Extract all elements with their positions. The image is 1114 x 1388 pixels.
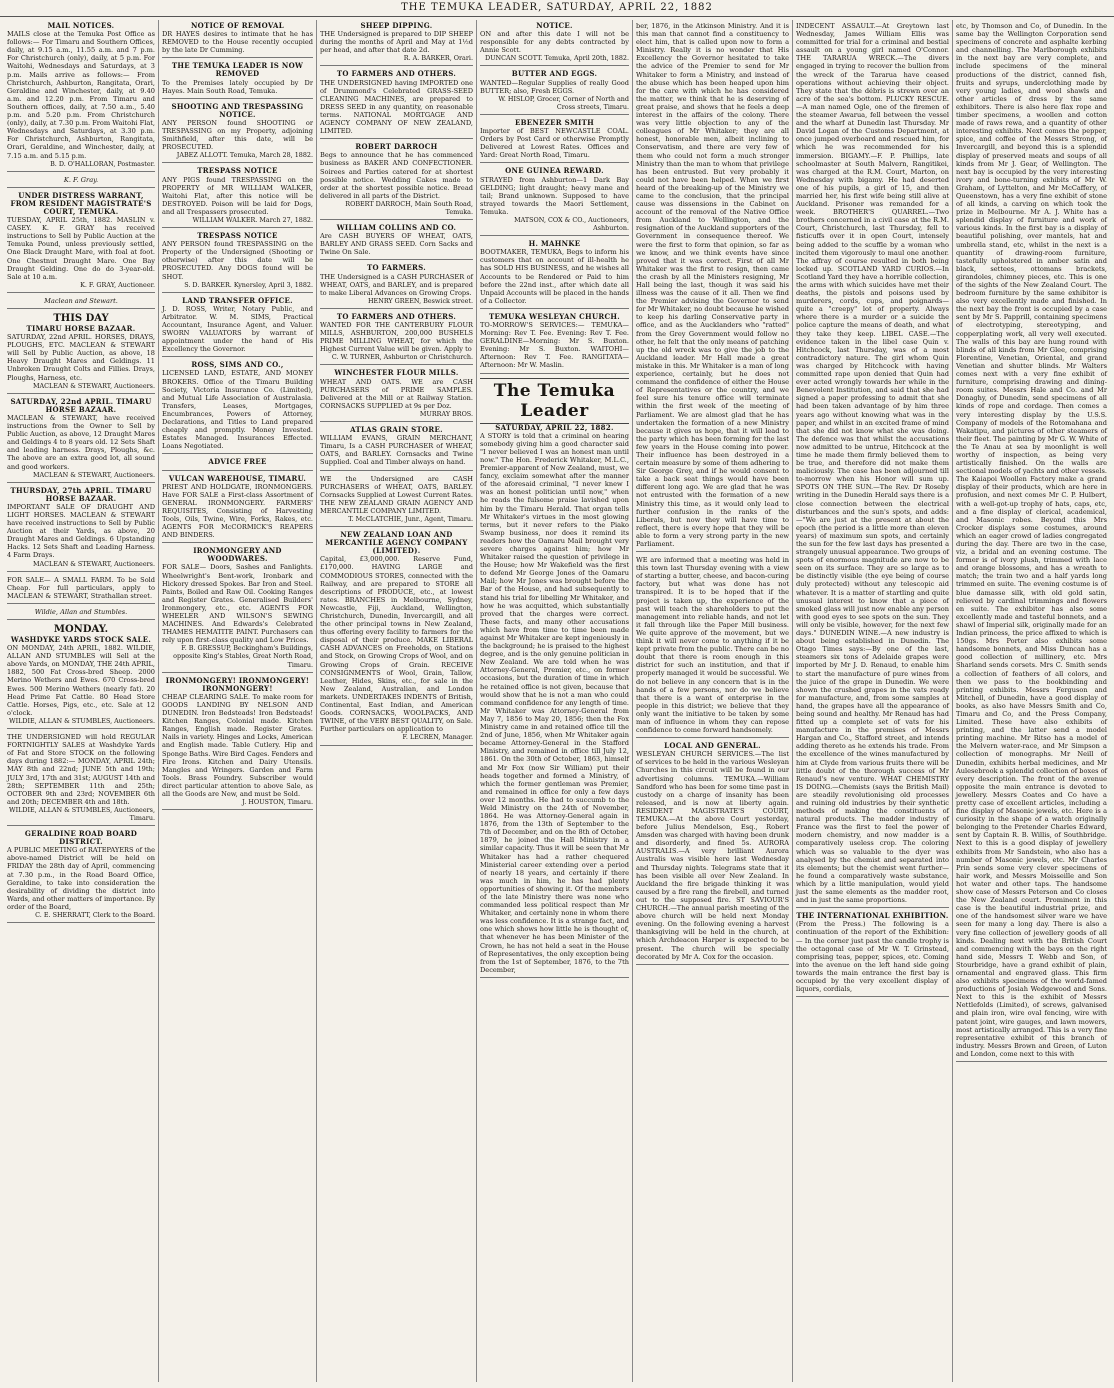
- article-text: To the Premises lately occupied by Dr Hayes. Main South Road, Temuka.: [162, 78, 313, 95]
- auctioneer-heading: Wildie, Allan and Stumbles.: [34, 607, 128, 616]
- signature: F. LECREN, Manager.: [402, 733, 473, 742]
- article-text: Begs to announce that he has commenced business as BAKER AND CONFECTIONER. Soirees and Parties catered for at shortest possible notice. Wedding Cakes made to order at the shortest possible notice. Bread delivered in all parts of the District.: [320, 151, 473, 200]
- headline: IRONMONGERY! IRONMONGERY! IRONMONGERY!: [165, 675, 310, 693]
- article-block: [636, 740, 789, 965]
- article-block: [7, 311, 155, 394]
- column-4: [476, 20, 632, 1382]
- article-block: [7, 828, 155, 923]
- article-block: [320, 311, 473, 366]
- article-text: IMPORTANT SALE OF DRAUGHT AND LIGHT HORSES. MACLEAN & STEWART have received instructions to Sell by Public Auction at their Yards, as above, 20 Draught Mares and Geldings. 6 Upstanding Hacks. 12 Sets Shaft and Leading Harness. 4 Farm Drays.: [7, 502, 155, 560]
- headline: UNDER DISTRESS WARRANT, FROM RESIDENT MAGISTRATE'S COURT, TEMUKA.: [10, 190, 152, 216]
- article-text: STRAYED from Ashburton—1 Dark Bay GELDING; light draught; heavy mane and tail; Brand unknown. Supposed to have strayed towards the Maori Settlement, Temuka.: [480, 175, 629, 216]
- headline: BUTTER AND EGGS.: [511, 69, 598, 79]
- article-text: THE UNDERSIGNED will hold REGULAR FORTNIGHTLY SALES at Washdyke Yards of Fat and Store STOCK on the following days during 1882:— MONDAY, APRIL 24th; MAY 8th and 22nd; JUNE 5th and 19th; JULY 3rd, 17th and 31st; AUGUST 14th and 28th; SEPTEMBER 11th and 25th; OCTOBER 9th and 23rd; NOVEMBER 6th and 20th; DECEMBER 4th and 18th.: [7, 733, 155, 806]
- article-text: Importer of BEST NEWCASTLE COAL. Orders by Post Card or otherwise Promptly Delivered at Lowest Rates. Offices and Yard: Great North Road, Timaru.: [480, 127, 629, 160]
- article-text: WILLIAM EVANS, GRAIN MERCHANT, Timaru, Is a CASH PURCHASER of WHEAT, OATS, and BARLEY. Cornsacks and Twine Supplied. Coal and Timber always on hand.: [320, 434, 473, 467]
- article-block: [162, 359, 313, 454]
- article-text: (From the Press.) The following is a continuation of the report of the Exhibition:— In the corner just past the candle trophy is the octagonal case of Mr W. T. Grinstead, comprising teas, pepper, spices, etc. Coming into the avenue on the left hand side going towards the main entrance the first bay is occupied by the very excellent display of liquors, cordials,: [796, 920, 949, 994]
- article-block: [796, 20, 949, 908]
- article-block: [162, 165, 313, 228]
- article-block: [320, 68, 473, 139]
- signature: C. W. TURNER, Ashburton or Christchurch.: [331, 353, 473, 362]
- article-text: WE are informed that a meeting was held in this town last Thursday evening with a view of starting a butter, cheese, and bacon-curing factory, but what was done has not transpired. It is to be hoped that if the project is taken up, the experience of the past will teach the shareholders to put the management into reliable hands, and not let it fall through like the Paper Mill business. We quite approve of the movement, but we think it will never come to anything if it be kept private from the public. There can be no doubt that there is room enough in this district for such an institution, and that if properly managed it would be successful. We do not believe in any concern that is in the hands of a few persons, nor do we believe that there is a want of enterprise in the people in this district; we believe that they only want the initiative to be taken by some man of influence in whom they can repose confidence to come forward handsomely.: [636, 556, 789, 735]
- signature: MATSON, COX & CO., Auctioneers, Ashburton.: [514, 215, 629, 233]
- article-text: DR HAYES desires to intimate that he has REMOVED to the House recently occupied by the late Dr Cumming.: [162, 30, 313, 55]
- article-text: BOOTMAKER, TEMUKA, Begs to inform his customers that on account of ill-health he has SOLD HIS BUSINESS, and he wishes all Accounts to be Rendered or Paid to him before the 22nd inst., after which date all Unpaid Accounts will be placed in the hands of a Collector.: [480, 248, 629, 305]
- article-block: [480, 238, 629, 309]
- article-text: Capital, £3,000,000. Reserve Fund, £170,000. HAVING LARGE and COMMODIOUS STORES, connected with the Railway, and are prepared to STORE all descriptions of PRODUCE, etc., at lowest rates. BRANCHES in Melbourne, Sydney, Newcastle, Fiji, Auckland, Wellington, Christchurch, Dunedin, Invercargill, and all the other principal towns in New Zealand, thus offering every facility to farmers for the disposal of their produce. MAKE LIBERAL CASH ADVANCES on Freeholds, on Stations and Stock, on Growing Crops of Wool, and on Growing Crops of Grain. RECEIVE CONSIGNMENTS of Wool, Grain, Tallow, Leather, Hides, Skins, etc., for sale in the New Zealand, Australian, and London markets. UNDERTAKES INDENTS of British, Continental, East Indian, and American Goods. CORNSACKS, WOOLPACKS, AND TWINE, of the VERY BEST QUALITY, on Sale. Further particulars on application to: [320, 555, 473, 734]
- signature: MACLEAN & STEWART, Auctioneers.: [33, 381, 155, 390]
- article-text: ON MONDAY, 24th APRIL, 1882. WILDIE, ALLAN AND STUMBLES will Sell at the above Yards, on MONDAY, THE 24th APRIL, 1882, 500 Fat Cross-bred Sheep. 2000 Merino Wethers and Ewes. 670 Cross-bred Ewes. 500 Merino Wethers (nearly fat). 20 Head Prime Fat Cattle. 80 Head Store Cattle. Horses, Pigs, etc., etc. Sale at 12 o'clock.: [7, 644, 155, 717]
- headline: NOTICE.: [536, 21, 573, 30]
- article-text: ANY PIGS found TRESPASSING on the PROPERTY of MR WILLIAM WALKER, Waitohi Flat, after this notice will be DESTROYED. Poison will be laid for Dogs, and all Trespassers prosecuted.: [162, 175, 313, 216]
- article-block: [162, 20, 313, 58]
- article-text: THE Undersigned is prepared to DIP SHEEP during the months of April and May at 1½d per head, and after that date 2d.: [320, 30, 473, 55]
- column-7: [952, 20, 1110, 1382]
- article-block: [320, 367, 473, 422]
- headline: NOTICE OF REMOVAL: [190, 21, 285, 30]
- article-text: Are CASH BUYERS OF WHEAT, OATS, BARLEY AND GRASS SEED. Corn Sacks and Twine On Sale.: [320, 232, 473, 257]
- article-text: PRIEST AND HOLDGATE, IRONMONGERS. Have FOR SALE a First-class Assortment of GENERAL IRONMONGERY. FARMERS' REQUISITES, Consisting of Harvesting Tools, Oils, Twine, Wire, Forks, Rakes, etc. AGENTS FOR McCORMICK'S REAPERS AND BINDERS.: [162, 482, 313, 540]
- signature: WILDIE, ALLAN & STUMBLES, Auctioneers.: [9, 716, 155, 725]
- article-block: [7, 295, 155, 309]
- headline: MAIL NOTICES.: [47, 21, 115, 30]
- signature: C. E. SHERRATT, Clerk to the Board.: [35, 911, 155, 919]
- headline: ATLAS GRAIN STORE.: [350, 425, 443, 435]
- auctioneer-heading: K. F. Gray.: [63, 175, 99, 184]
- headline: EBENEZER SMITH: [514, 117, 595, 127]
- headline: TO FARMERS AND OTHERS.: [336, 311, 457, 321]
- article-block: [162, 230, 313, 293]
- headline: SATURDAY, 22nd APRIL. TIMARU HORSE BAZAAR.: [10, 396, 152, 414]
- signature: MURRAY BROS.: [419, 409, 473, 418]
- signature: W. HISLOP, Grocer, Corner of North and Cross streets, Timaru.: [498, 94, 629, 111]
- column-3: [316, 20, 476, 1382]
- article-text: THE UNDERSIGNED having IMPORTED one of Drummond's Celebrated GRASS-SEED CLEANING MACHINES, are prepared to DRESS SEED in any quantity, on reasonable terms. NATIONAL MORTGAGE AND AGENCY COMPANY OF NEW ZEALAND, LIMITED.: [320, 78, 473, 136]
- headline: GERALDINE ROAD BOARD DISTRICT.: [24, 829, 138, 847]
- article-block: [320, 20, 473, 66]
- article-block: [162, 473, 313, 544]
- signature: MACLEAN & STEWART, Auctioneers.: [33, 559, 155, 568]
- newspaper-nameplate: The Temuka Leader: [480, 378, 629, 424]
- article-text: J. D. ROSS, Writer, Notary Public, and Arbitrator. W. M. SIMS, Practical Accountant, Insurance Agent, and Valuer. SWORN VALUATORS by warrant of appointment under the hand of His Excellency the Governor.: [162, 304, 313, 354]
- article-text: MAILS close at the Temuka Post Office as follows:— For Timaru and Southern Offices, daily, at 9.15 a.m., 11.55 a.m. and 7 p.m. For Christchurch (only), daily, at 5 p.m. For Waitohi, Wednesdays and Saturdays, at 3 p.m. Mails arrive as follows:— From Christchurch, Ashburton, Rangitata, Orari, Geraldine and Winchester, daily, at 9.40 a.m. and 12.20 p.m. From Timaru and Southern offices, daily, at 7.50 a.m., 5.40 p.m. and 5.20 p.m. From Christchurch (only), daily, at 7.30 p.m. From Waitohi Flat, Wednesdays and Saturdays, at 3.30 p.m. For Christchurch, Ashburton, Rangitata, Orari, Geraldine, and Winchester, daily, at 7.15 a.m. and 5.15 p.m.: [7, 30, 155, 160]
- headline: SHEEP DIPPING.: [360, 21, 433, 30]
- article-text: LICENSED LAND, ESTATE, AND MONEY BROKERS. Office of the Timaru Building Society, Victoria Insurance Co. (Limited), and Mutual Life Association of Australasia. Transfers, Leases, Mortgages, Encumbrances, Powers of Attorney, Declarations, and Titles to Land prepared cheaply and promptly. Money Invested. Estates Managed. Insurances Effected. Loans Negotiated.: [162, 369, 313, 451]
- article-block: [7, 485, 155, 572]
- headline: ROBERT DARROCH: [355, 142, 438, 152]
- article-block: [320, 424, 473, 470]
- article-block: [480, 117, 629, 163]
- headline-large: THIS DAY: [53, 313, 109, 324]
- article-text: TO-MORROW'S SERVICES:— TEMUKA—Morning: Rev T. Fee. Evening: Rev T. Fee. GERALDINE—Morning: Mr S. Buxton. Evening: Mr S. Buxton. WAITOHI—Afternoon: Rev T. Fee. RANGITATA—Afternoon: Mr W. Maslin.: [480, 321, 629, 370]
- article-block: [636, 554, 789, 738]
- headline: ONE GUINEA REWARD.: [505, 166, 604, 176]
- column-2: [158, 20, 316, 1382]
- article-text: ANY PERSON found TRESPASSING on the Property of the Undersigned (Shooting or otherwise) after this date will be PROSECUTED. Any DOGS found will be SHOT.: [162, 240, 313, 281]
- masthead: THE TEMUKA LEADER, SATURDAY, APRIL 22, 1882: [0, 0, 1114, 17]
- headline: THE INTERNATIONAL EXHIBITION.: [796, 911, 949, 921]
- article-text: ON and after this date I will not be responsible for any debts contracted by Annie Scott.: [480, 30, 629, 55]
- article-block: [7, 20, 155, 172]
- article-block: [796, 910, 949, 997]
- article-text: CHEAP CLEARING SALE. To make room for GOODS LANDING BY NELSON AND DUNEDIN. Iron Bedsteads! Iron Bedsteads! Kitchen Ranges, Colonial made. Kitchen Ranges, English made. Register Grates. Nails in variety. Hinges and Locks, American and English made. Table Cutlery. Hip and Sponge Baths. Wire Bird Cages. Fenders and Fire Irons. Kitchen and Dairy Utensils. Mangles and Wringers. Garden and Farm Tools. Brass Foundry. Subscriber would direct particular attention to above Sale, as all the Goods are New, and must be Sold.: [162, 692, 313, 798]
- article-block: [480, 165, 629, 236]
- article-block: [480, 311, 629, 374]
- headline: SHOOTING AND TRESPASSING NOTICE.: [171, 101, 304, 119]
- headline: WILLIAM COLLINS AND CO.: [336, 223, 457, 233]
- signature: HENRY GREEN, Beswick street.: [367, 296, 473, 305]
- article-block: [956, 20, 1107, 1062]
- signature: JABEZ ALLOTT. Temuka, March 28, 1882.: [176, 151, 313, 160]
- signature: F. B. GRESSUP, Beckingham's Buildings, opposite King's Stables, Great North Road, Timaru.: [173, 644, 313, 669]
- article-text: WE the Undersigned are CASH PURCHASERS of WHEAT, OATS, BARLEY. Cornsacks Supplied at Lowest Current Rates. THE NEW ZEALAND GRAIN AGENCY AND MERCANTILE COMPANY LIMITED.: [320, 474, 473, 515]
- headline: LOCAL AND GENERAL.: [664, 741, 761, 751]
- article-text: WESLEYAN CHURCH SERVICES.—The list of services to be held in the various Wesleyan Churches in this circuit will be found in our advertising columns. TEMUKA.—William Sandford who has been for some time past in custody on a charge of insanity has been released, and is now at liberty again. RESIDENT MAGISTRATE'S COURT, TEMUKA.—At the above Court yesterday, before Julius Mendelson, Esq., Robert Amsden was charged with having been drunk and disorderly, and fined 5s. AURORA AUSTRALIS.—A very brilliant Aurora Australis was visible here last Wednesday and Thursday nights. Telegrams state that it has been visible all over New Zealand. In Auckland the fire brigade thinking it was caused by a fire rang the firebell, and turned out to the supposed fire. ST SAVIOUR'S CHURCH.—The annual parish meeting of the above church will be held next Monday evening. On the following evening a harvest thanksgiving will be held in the church, at which Archdeacon Harper is expected to be present. The church will be specially decorated by Mr A. Cox for the occasion.: [636, 750, 789, 961]
- headline: TEMUKA WESLEYAN CHURCH.: [488, 311, 621, 321]
- article-block: [7, 396, 155, 483]
- signature: J. HOUSTON, Timaru.: [242, 798, 313, 807]
- article-text: THE Undersigned is a CASH PURCHASER of WHEAT, OATS, and BARLEY, and is prepared to make Liberal Advances on Growing Crops.: [320, 272, 473, 297]
- article-text: etc, by Thomson and Co, of Dunedin. In the same bay the Wellington Corporation send specimens of concrete and asphalte kerbing and channelling. The Marlborough exhibits in the next bay are very complete, and include specimens of the mineral productions of the district, canned fish, fruits and syrups, underclothing made by very young ladies, and wool shawls and other articles of dress by the same exhibitors. There is also here flax rope and timber specimens, a woollen and cotton made of raws rewa, and a quantity of other interesting exhibits. Next comes the pepper, spice, and coffee of the Messrs Strong, of Invercargill, and beyond this is a splendid display of preserved meats and soups of all kinds from Mr J. Gear, of Wellington. The next bay is occupied by the very interesting ivory and bone-turning exhibits of Mr W. Graham, of Lyttelton, and Mr McCaffery, of Queenstown, has a very fine exhibit of stone of all kinds, a carving on which took the prize in Melbourne. Mr A. J. White has a splendid display of furniture and work of various kinds. In the first bay is a display of beautiful polishing, over mantels, hat and umbrella stand, etc, whilst in the next is a quantity of drawing-room furniture, tastefully upholstered in amber satin and black, settees, ottomans brackets, girandoles, chimney pieces, etc. This is one of the sights of the New Zealand Court. The bedroom furniture by the same exhibitor is also very excellently made and finished. In the next bay the front is occupied by a case sent by Mr S. Papprill, containing specimens of electrotyping, stereotyping, and copperplating work, all very well executed. The walls of this bay are hung round with blinds of all kinds from Mr Glee, comprising Florentine, Venetian, Oriental, and grand Venetian and shutter blinds. Mr Walters comes next with a very fine exhibit of furniture, comprising drawing and dining-room suites. Messrs Hale and Co. and Mr Donaghy, of Dunedin, send specimens of all kinds of rope and cordage. Then comes a very interesting display by the U.S.S. Company of models of the Rotomahana and Wakatipu, and pictures of other steamers of their fleet. The painting by Mr G. W. White of the Te Anau at sea by moonlight is well worthy of inspection, as being very artistically finished. On the walls are sectional models of yachts and other vessels. The Kaiapoi Woollen Factory make a grand display of their products, which are here in profusion, and next comes Mr C. P. Hulbert, with a well-got-up trophy of hats, caps, etc, and a fine display of clerical, academical, and Masonic robes. Beyond this Mrs Crocker displays some costumes, around which an eager crowd of ladies congregated during the day. There are two in the case, viz, a bridal and an evening costume. The former is of ivory plush, trimmed with lace and orange blossoms, and has a wreath to match; the train two and a half yards long trimmed en suite. The evening costume is of blue damasse silk, with old gold satin, relieved by cardinal trimmings and flowers en suite. The exhibitor has also some excellently made and tasteful bonnets, and a shawl of Imperial silk, originally made for an Indian princess, the price affixed to which is 150gs. Mrs Porter also exhibits some handsome bonnets, and Miss Duncan has a good collection of millinery, etc. Mrs Sharland sends corsets. Mrs C. Smith sends a collection of feathers of all colors, and then we pass to the bookbinding and printing exhibits. Messrs Ferguson and Mitchell, of Dunedin, have a good display of books, as also have Messrs Smith and Co, Timaru and Co, and the Press Company, Limited. These have also exhibits of printing, and the latter send a model printing machine. Mr Ritso has a model of the Melvern water-race, and Mr Simpson a collection of monographs. Mr Neill of Dunedin, exhibits herbal medicines, and Mr Aulesebrook a splendid collection of boxes of every description. The front of the avenue opposite the main entrance is devoted to jewellery. Messrs Coates and Co have a pretty case of excellent articles, including a fine display of Masonic jewels, etc. Here is a curiosity in the shape of a watch originally belonging to the Pretender Charles Edward, sent by Captain R. B. Willis, of Southbridge. Next to this is a good display of jewellery exhibits from Mr Sandstein, who also has a number of Masonic jewels, etc. Mr Charles Prin sends some very clever specimens of hair work, and Messrs Moisseille and Son hot water and other taps. The handsome show case of Messrs Peterson and Co closes the New Zealand court. Prominent in this case is the beautiful industrial prize, and one of the handsomest silver ware we have seen for many a long day. There is also a very fine collection of jewellery goods of all kinds. Dealing next with the British Court and commencing with the bays on the right hand side, Messrs T. Webb and Son, of Stourbridge, have a grand exhibit of plain, ornamental and engraved glass. This firm also exhibits specimens of the world-famed productions of Josiah Wedgewood and Sons. Next to this is the exhibit of Messrs Nettlefolds (Limited), of screws, galvanised and plain iron, wire oval fencing, wire with patent joint, wire gauges, and lawn mowers, most artistically arranged. This is a very fine representative exhibit of this branch of industry. Messrs Brown and Green, of Luton and London, come next to this with: [956, 22, 1107, 1058]
- headline: THURSDAY, 27th APRIL. TIMARU HORSE BAZAAR.: [10, 485, 152, 503]
- headline: SATURDAY, APRIL 22, 1882.: [495, 422, 614, 432]
- signature: DUNCAN SCOTT. Temuka, April 20th, 1882.: [484, 54, 629, 63]
- article-block: [480, 20, 629, 66]
- article-block: [7, 190, 155, 293]
- article-block: [320, 529, 473, 745]
- article-block: [162, 456, 313, 470]
- signature: B. D. O'HALLORAN, Postmaster.: [50, 159, 155, 168]
- signature: WILLIAM WALKER. March 27, 1882.: [192, 215, 313, 224]
- signature: R. A. BARKER, Orari.: [403, 54, 473, 63]
- article-text: SATURDAY, 22nd APRIL. HORSES, DRAYS, PLOUGHS, ETC. MACLEAN & STEWART will Sell by Public Auction, as above, 18 Heavy Draught Mares and Geldings. 11 Unbroken Draught Colts and Fillies. Drays, Ploughs, Harness, etc.: [7, 333, 155, 382]
- headline: ADVICE FREE: [208, 457, 267, 467]
- article-block: [320, 262, 473, 308]
- column-6: [792, 20, 952, 1382]
- headline: TRESPASS NOTICE: [197, 166, 278, 176]
- article-block: [162, 101, 313, 164]
- article-text: ANY PERSON found SHOOTING or TRESPASSING on my Property, adjoining Smithfield, after this date, will be PROSECUTED.: [162, 118, 313, 152]
- column-5: [632, 20, 792, 1382]
- headline: H. MAHNKE: [528, 239, 581, 249]
- headline: TO FARMERS.: [367, 263, 426, 273]
- signature: T. McCLATCHIE, Junr., Agent, Timaru.: [348, 514, 473, 523]
- article-block: [320, 222, 473, 260]
- article-block: [162, 295, 313, 358]
- headline: TIMARU HORSE BAZAAR.: [26, 324, 136, 333]
- article-block: [7, 174, 155, 188]
- article-block: [320, 473, 473, 528]
- headline: VULCAN WAREHOUSE, TIMARU.: [168, 473, 307, 483]
- article-text: WHEAT AND OATS. WE are CASH PURCHASERS of PRIME SAMPLES. Delivered at the Mill or at Railway Station. CORNSACKS SUPPLIED at 9s per Doz.: [320, 377, 473, 410]
- headline: WASHDYKE YARDS STOCK SALE.: [10, 635, 152, 644]
- column-1: [4, 20, 158, 1382]
- article-block: [162, 60, 313, 98]
- article-block: [320, 141, 473, 220]
- article-block: [7, 606, 155, 620]
- article-text: FOR SALE— A SMALL FARM. To be Sold Cheap. For full particulars, apply to MACLEAN & STEWART, Strathallan street.: [7, 575, 155, 600]
- article-block: [480, 68, 629, 114]
- headline: THE TEMUKA LEADER IS NOW REMOVED: [171, 61, 304, 79]
- article-block: [636, 20, 789, 552]
- signature: WILDIE, ALLAN & STUMBLES, Auctioneers, Timaru.: [9, 805, 155, 822]
- article-block: [162, 675, 313, 811]
- headline: TO FARMERS AND OTHERS.: [336, 69, 457, 79]
- article-block: [7, 574, 155, 604]
- headline: WINCHESTER FLOUR MILLS.: [334, 368, 459, 378]
- headline: TRESPASS NOTICE: [197, 231, 278, 241]
- headline: LAND TRANSFER OFFICE.: [182, 295, 293, 305]
- signature: MACLEAN & STEWART, Auctioneers.: [33, 470, 155, 479]
- auctioneer-heading: Maclean and Stewart.: [44, 296, 118, 305]
- article-text: A PUBLIC MEETING of RATEPAYERS of the above-named District will be held on FRIDAY the 28th day of April, commencing at 7.30 p.m., in the Road Board Office, Geraldine, to take into consideration the desirability of dividing the district into Wards, and other matters of importance. By order of the Board,: [7, 846, 155, 911]
- article-block: [162, 545, 313, 672]
- article-text: INDECENT ASSAULT.—At Greytown last Wednesday, James William Ellis was committed for trial for a criminal and bestial assault on a young girl named O'Connor. THE TARARUA WRECK.—The divers engaged in trying to recover the bullion from the wreck of the Tararua have ceased operations without achieving their object. They state that the débris is strewn over an acre of the sea's bottom. PLUCKY RESCUE.—A man named Ogle, one of the firemen of the steamer Awarua, fell between the vessel and the wharf at Dunedin last Thursday. Mr David Logan of the Customs Department, at once jumped overboard and rescued him, for which he was recommended for his immersion. BIGAMY.—F. P. Phillips, late schoolmaster at South Malvern, Rangitikei, was charged at the R.M. Court, Marton, on Wednesday with bigamy. He had deserted one of his pupils, a girl of 15, and then married her, his first wife being still alive at Auckland. Prisoner was remanded for a week. BROTHER'S QUARREL.—Two brothers concerned in a civil case at the R.M. Court, Christchurch, last Thursday, fell to fisticuffs over it in open Court, intensely being added to the scuffle by a woman who incited them vigorously to maul one another. The affray of course resulted in both being locked up. SCOTLAND YARD CURIOS.—In Scotland Yard they have a horrible collection, the arms with which suicides have met their deaths, the pistols and poisons used by murderers, cords, cups, and poignards—quite a "creepy" lot of property. Always where there is a murder or a suicide the police capture the means of death, and what they take they keep. LIBEL CASE.—The evidence taken in the libel case Quin v. Hitchcock, last Thursday, was of a most contradictory nature. The girl whom Quin was charged by Hitchcock with having committed rape upon denied that Quin had ever acted wrongly towards her while in the Benevolent Institution, and said that she had signed a paper professing to admit that she had been taken advantage of by him three years ago without knowing what was in the paper, and whilst in an excited frame of mind that she did not know what she was doing. The defence was that whilst the accusations now admitted to be untrue, Hitchcock at the time he made them firmly believed them to be true, and therefore did not make them maliciously. The case has been adjourned till to-morrow when his Honor will sum up. SPOTS ON THE SUN.—The Rev. Dr Roseby writing in the Dunedin Herald says there is a close connection between the electrical disturbances and the sun's spots, and adds:—"We are just at the present at about the epoch (the period is a little more than eleven years) of maximum sun spots, and certainly the sun for the few last days has presented a strangely unusual appearance. Two groups of spots of enormous magnitude are now to be seen on its surface. They are so large as to be distinctly visible (the eye being of course duly protected) without any telescopic aid whatever. It is a matter of startling and quite unusual interest to know that a piece of smoked glass will just now enable any person with good eyes to see spots on the sun. They will only be visible, however, for the next few days." DUNEDIN WINE.—A new industry is about being established in Dunedin. The Otago Times says:—By one of the last, steamers six tons of Adelaide grapes were imported by Mr J. D. Renaud, to enable him to start the manufacture of pure wines from the juice of the grape in Dunedin. We were shown the crushed grapes in the vats ready for manufacture, and, from some samples at hand, the grapes have all the appearance of being sound and healthy. Mr Renaud has had fitted up a complete set of vats for his manufacture in the premises of Messrs Hargan and Co., Stafford street, and intends adding thereto as he extends his trade. From the excellence of the wines manufactured by him at Clyde from various fruits there will be little doubt of the thorough success of Mr Renaud's new venture. WHAT CHEMISTRY IS DOING.—Chemists (says the British Mail) are steadily revolutionising old processes and ruining old industries by their synthetic methods of making the constituents of natural products. The madder industry of France was the first to feel the power of modern chemistry, and now madder is a comparatively useless crop. The coloring which was so valuable to the dyer was analysed by the chemist and separated into its elements; but the chemist went further—he found a comparatively waste substance, which by a little manipulation, would yield just the same elements as the madder root, and in just the same proportions.: [796, 22, 949, 905]
- article-text: A STORY is told that a criminal on hearing somebody giving him a good character said "I never believed I was an honest man until now." The Hon. Frederick Whitaker, M.L.C., Premier-apparent of New Zealand, must, we fancy, exclaim somewhat after the manner of the aforesaid criminal, "I never knew I was an honest politician until now," when he reads the fulsome praise lavished upon him by the Timaru Herald. That organ tells Mr Whitaker's virtues in the most glowing terms, but it never refers to the Piako Swamp business, nor does it remind its readers how the Oamaru Mail brought very severe charges against him; how Mr Whitaker raised the question of privilege in the House; how Mr Wakefield was the first to defend Mr George Jones of the Oamaru Mail; how Mr Jones was brought before the Bar of the House, and had subsequently to stand his trial for libelling Mr Whitaker, and how he was acquitted, which substantially proved that the charges were correct. These facts, and many other accusations which have from time to time been made against Mr Whitaker are kept ingeniously in the background; he is praised to the highest degree, and is the only genuine politician in New Zealand. We are told when he was Attorney-General, Premier, etc., on former occasions, but the duration of time in which he retained office is not given, because that would show that he is not a man who could command confidence for any length of time. Mr Whitaker was Attorney-General from May 7, 1856 to May 20, 1856; then the Fox Ministry came in and retained office till the 2nd of June, 1856, when Mr Whitaker again became Attorney-General in the Stafford Ministry, and remained in office till July 12, 1861. On the 30th of October, 1863, himself and Mr Fox (now Sir William) put their heads together and formed a Ministry, of which the former gentleman was Premier, and remained in office for only a few days over 12 months. He had to succumb to the Weld Ministry on the 24th of November, 1864. He was Attorney-General again in 1876, from the 13th of September to the 7th of December, and on the 8th of October, 1879, he joined the Hall Ministry in a similar capacity. Thus it will be seen that Mr Whitaker has had a rather chequered Ministerial career extending over a period of nearly 18 years, and certainly if there was much in him, he has had plenty opportunities of showing it. Of the members of the late Ministry there was none who commanded less political respect than Mr Whitaker, and certainly none in whom there was less confidence. It is a strange fact, and one which shows how little he is thought of, that whenever he has been Minister of the Crown, he has not held a seat in the House of Representatives, the only exception being from the 1st of September, 1876, to the 7th December,: [480, 431, 629, 974]
- signature: K. F. GRAY, Auctioneer.: [80, 280, 155, 289]
- article-block: [7, 622, 155, 729]
- article-block: [480, 376, 629, 978]
- article-text: MACLEAN & STEWART, have received instructions from the Owner to Sell by Public Auction, as above, 12 Draught Mares and Geldings 4 to 8 years old. 12 Sets Shaft and leading harness. Drays, Ploughs, &c. The above are an extra good lot, all sound and good workers.: [7, 413, 155, 471]
- article-text: WANTED—Regular Supplies of really Good BUTTER; also, Fresh EGGS.: [480, 78, 629, 95]
- signature: S. D. BARKER. Kynersley, April 3, 1882.: [184, 280, 313, 289]
- article-text: ber, 1876, in the Atkinson Ministry. And it is this man that cannot find a constituency to elect him, that is called upon now to form a Ministry. Really it is no wonder that His Excellency the Governor hesitated to take the advice of the Premier to send for Mr Whitaker to form a Ministry, and instead of the abuse which has been heaped upon him for the care with which he has considered the matter, we think that he is deserving of great praise, and shows that he feels a deep interest in the affairs of the colony. There was very little objection to any of the colleagues of Mr Whitaker; they are all honest, honorable men, albeit inclining to Conservatism, and there are very few of them who could not form a much stronger Ministry than the man to whom that privilege has been entrusted. But very probably it could not have been helped. When we first heard of the breaking-up of the Ministry we came to the conclusion, that the principal cause was dissensions in the Cabinet on account of the removal of the Native Office from Auckland to Wellington, and the resignation of the Auckland supporters of the Government in consequence thereof. We were the first to form that opinion, so far as we know, and we think events have since proved that it was correct. First of all Mr Whitaker was the first to resign, then came the crash by all the Ministers resigning, Mr Hall being the last, though it was said his illness was the cause of it all. Then we find the Premier advising the Governor to send for Mr Whitaker, no doubt because he wished to keep his darling Conservative party in office, and as the Aucklanders who "ratted" from the Grey Government would follow no other, he felt that the only means of patching up the old wreck was to give the job to the Auckland leader. Mr Hall made a great mistake in this. Mr Whitaker is a man of long experience, certainly, but he does not command the confidence of either the House of Representatives or the country, and we feel sure his tenure office will terminate within the first week of the meeting of Parliament. We are almost glad that he has undertaken the formation of a new Ministry because it gives us hope, that it will lead to the party which has been forming for the last few years in the House coming into power. Their influence has been destroyed in a certain measure by some of them adhering to Sir George Grey, and if he would consent to take a back seat things would have been different long ago. We are glad that he was not entrusted with the formation of a new Ministry this time, as it would only lead to further confusion in the ranks of the Liberals, but now they will have time to reflect, there is every hope that they will be able to form a very strong party in the new Parliament.: [636, 22, 789, 548]
- headline: ROSS, SIMS AND CO.,: [191, 360, 284, 370]
- article-text: WANTED FOR THE CANTERBURY FLOUR MILLS, ASHBURTON, 200,000 BUSHELS PRIME MILLING WHEAT, for which the Highest Current Value will be given. Apply to: [320, 321, 473, 354]
- article-text: TUESDAY, APRIL 25th, 1882. MASLIN v. CASEY. K. F. GRAY has received instructions to Sell by Public Auction at the Temuka Pound, unless previously settled, One Black Draught Mare, with foal at foot. One Chestnut Draught Mare. One Bay Draught Gelding. One do do 3-year-old. Sale at 10 a.m.: [7, 216, 155, 281]
- headline: NEW ZEALAND LOAN AND MERCANTILE AGENCY COMPANY (LIMITED).: [325, 530, 468, 556]
- article-block: [7, 731, 155, 826]
- article-text: FOR SALE— Doors, Sashes and Fanlights. Wheelwright's Bent-work, Ironbark and Hickory dressed Spokes. Bar Iron and Steel. Paints, Boiled and Raw Oil. Cooking Ranges and Register Grates. Generalised Builders' Ironmongery, etc., etc. AGENTS FOR WHEELER AND WILSON'S SEWING MACHINES. And Edwards's Celebrated THAMES HEMATITE PAINT. Purchasers can rely upon first-class quality and Low Prices.: [162, 563, 313, 645]
- signature: ROBERT DARROCH, Main South Road, Temuka.: [345, 199, 473, 216]
- headline-large: MONDAY.: [53, 624, 109, 635]
- headline: IRONMONGERY AND WOODWARES.: [193, 546, 282, 564]
